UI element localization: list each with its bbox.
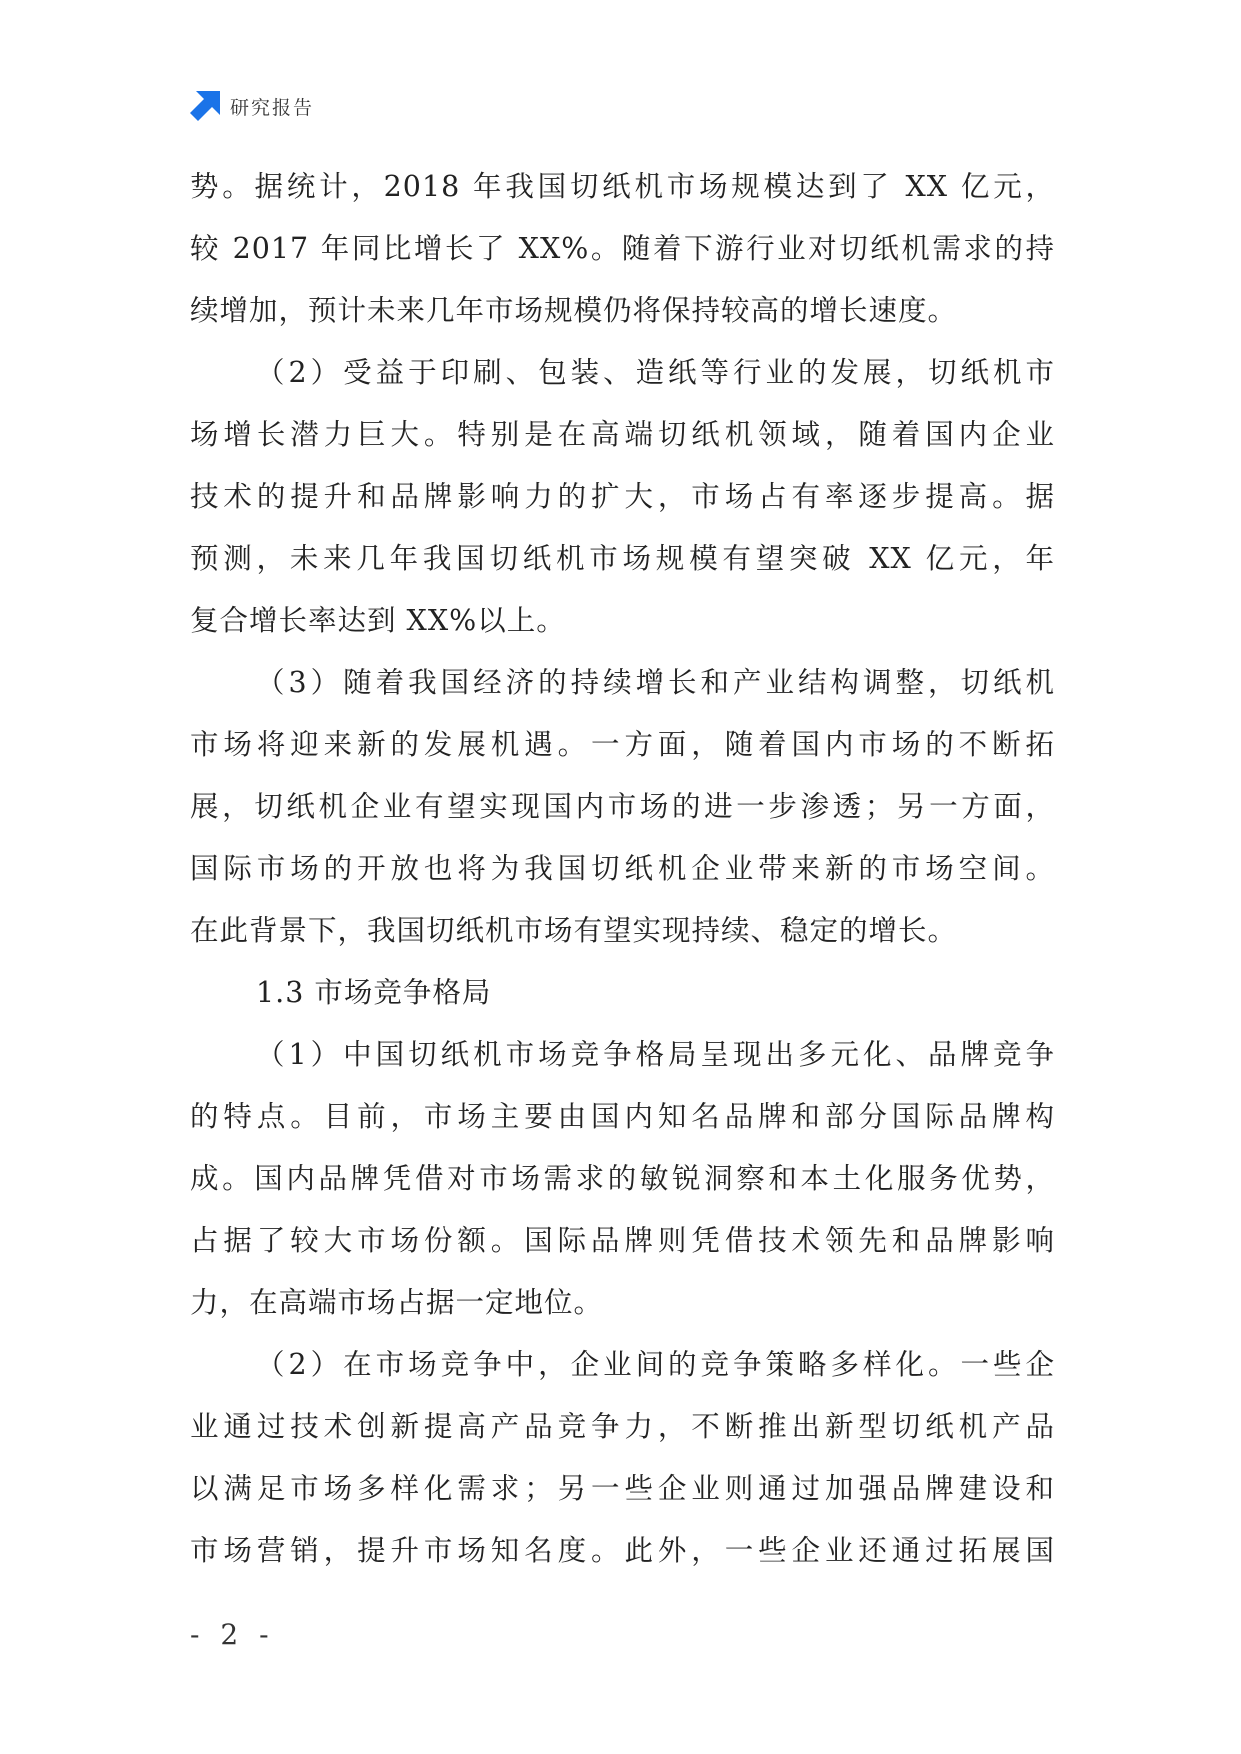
text-line: 续增加，预计未来几年市场规模仍将保持较高的增长速度。 <box>190 294 958 327</box>
text-line: 成。国内品牌凭借对市场需求的敏锐洞察和本土化服务优势， <box>190 1162 1055 1195</box>
text-line: 以满足市场多样化需求；另一些企业则通过加强品牌建设和 <box>190 1472 1055 1505</box>
text-line: 复合增长率达到 XX%以上。 <box>190 604 566 637</box>
text-line: 在此背景下，我国切纸机市场有望实现持续、稳定的增长。 <box>190 914 958 947</box>
text-line: 的特点。目前，市场主要由国内知名品牌和部分国际品牌构 <box>190 1100 1055 1133</box>
text-line: 业通过技术创新提高产品竞争力，不断推出新型切纸机产品 <box>190 1410 1055 1443</box>
text-line: 市场将迎来新的发展机遇。一方面，随着国内市场的不断拓 <box>190 728 1055 761</box>
text-line: 市场营销，提升市场知名度。此外，一些企业还通过拓展国 <box>190 1534 1055 1567</box>
arrow-up-right-logo-icon <box>190 91 220 121</box>
text-line: 占据了较大市场份额。国际品牌则凭借技术领先和品牌影响 <box>190 1224 1055 1257</box>
text-line: 势。据统计，2018 年我国切纸机市场规模达到了 XX 亿元， <box>190 170 1055 203</box>
header-title: 研究报告 <box>230 96 315 119</box>
paragraph-start-line: （2）在市场竞争中，企业间的竞争策略多样化。一些企 <box>256 1348 1055 1381</box>
paragraph-start-line: （2）受益于印刷、包装、造纸等行业的发展，切纸机市 <box>256 356 1055 389</box>
text-line: 场增长潜力巨大。特别是在高端切纸机领域，随着国内企业 <box>190 418 1055 451</box>
text-line: 预测，未来几年我国切纸机市场规模有望突破 XX 亿元，年 <box>190 542 1055 575</box>
text-line: 较 2017 年同比增长了 XX%。随着下游行业对切纸机需求的持 <box>190 232 1055 265</box>
page-number: - 2 - <box>190 1618 275 1651</box>
paragraph-start-line: （1）中国切纸机市场竞争格局呈现出多元化、品牌竞争 <box>256 1038 1055 1071</box>
document-body <box>190 156 1055 1582</box>
text-line: 展，切纸机企业有望实现国内市场的进一步渗透；另一方面， <box>190 790 1055 823</box>
text-line: 国际市场的开放也将为我国切纸机企业带来新的市场空间。 <box>190 852 1055 885</box>
section-heading: 1.3 市场竞争格局 <box>256 976 492 1009</box>
paragraph-start-line: （3）随着我国经济的持续增长和产业结构调整，切纸机 <box>256 666 1055 699</box>
text-line: 技术的提升和品牌影响力的扩大，市场占有率逐步提高。据 <box>190 480 1055 513</box>
report-header <box>190 88 314 124</box>
text-line: 力，在高端市场占据一定地位。 <box>190 1286 604 1319</box>
